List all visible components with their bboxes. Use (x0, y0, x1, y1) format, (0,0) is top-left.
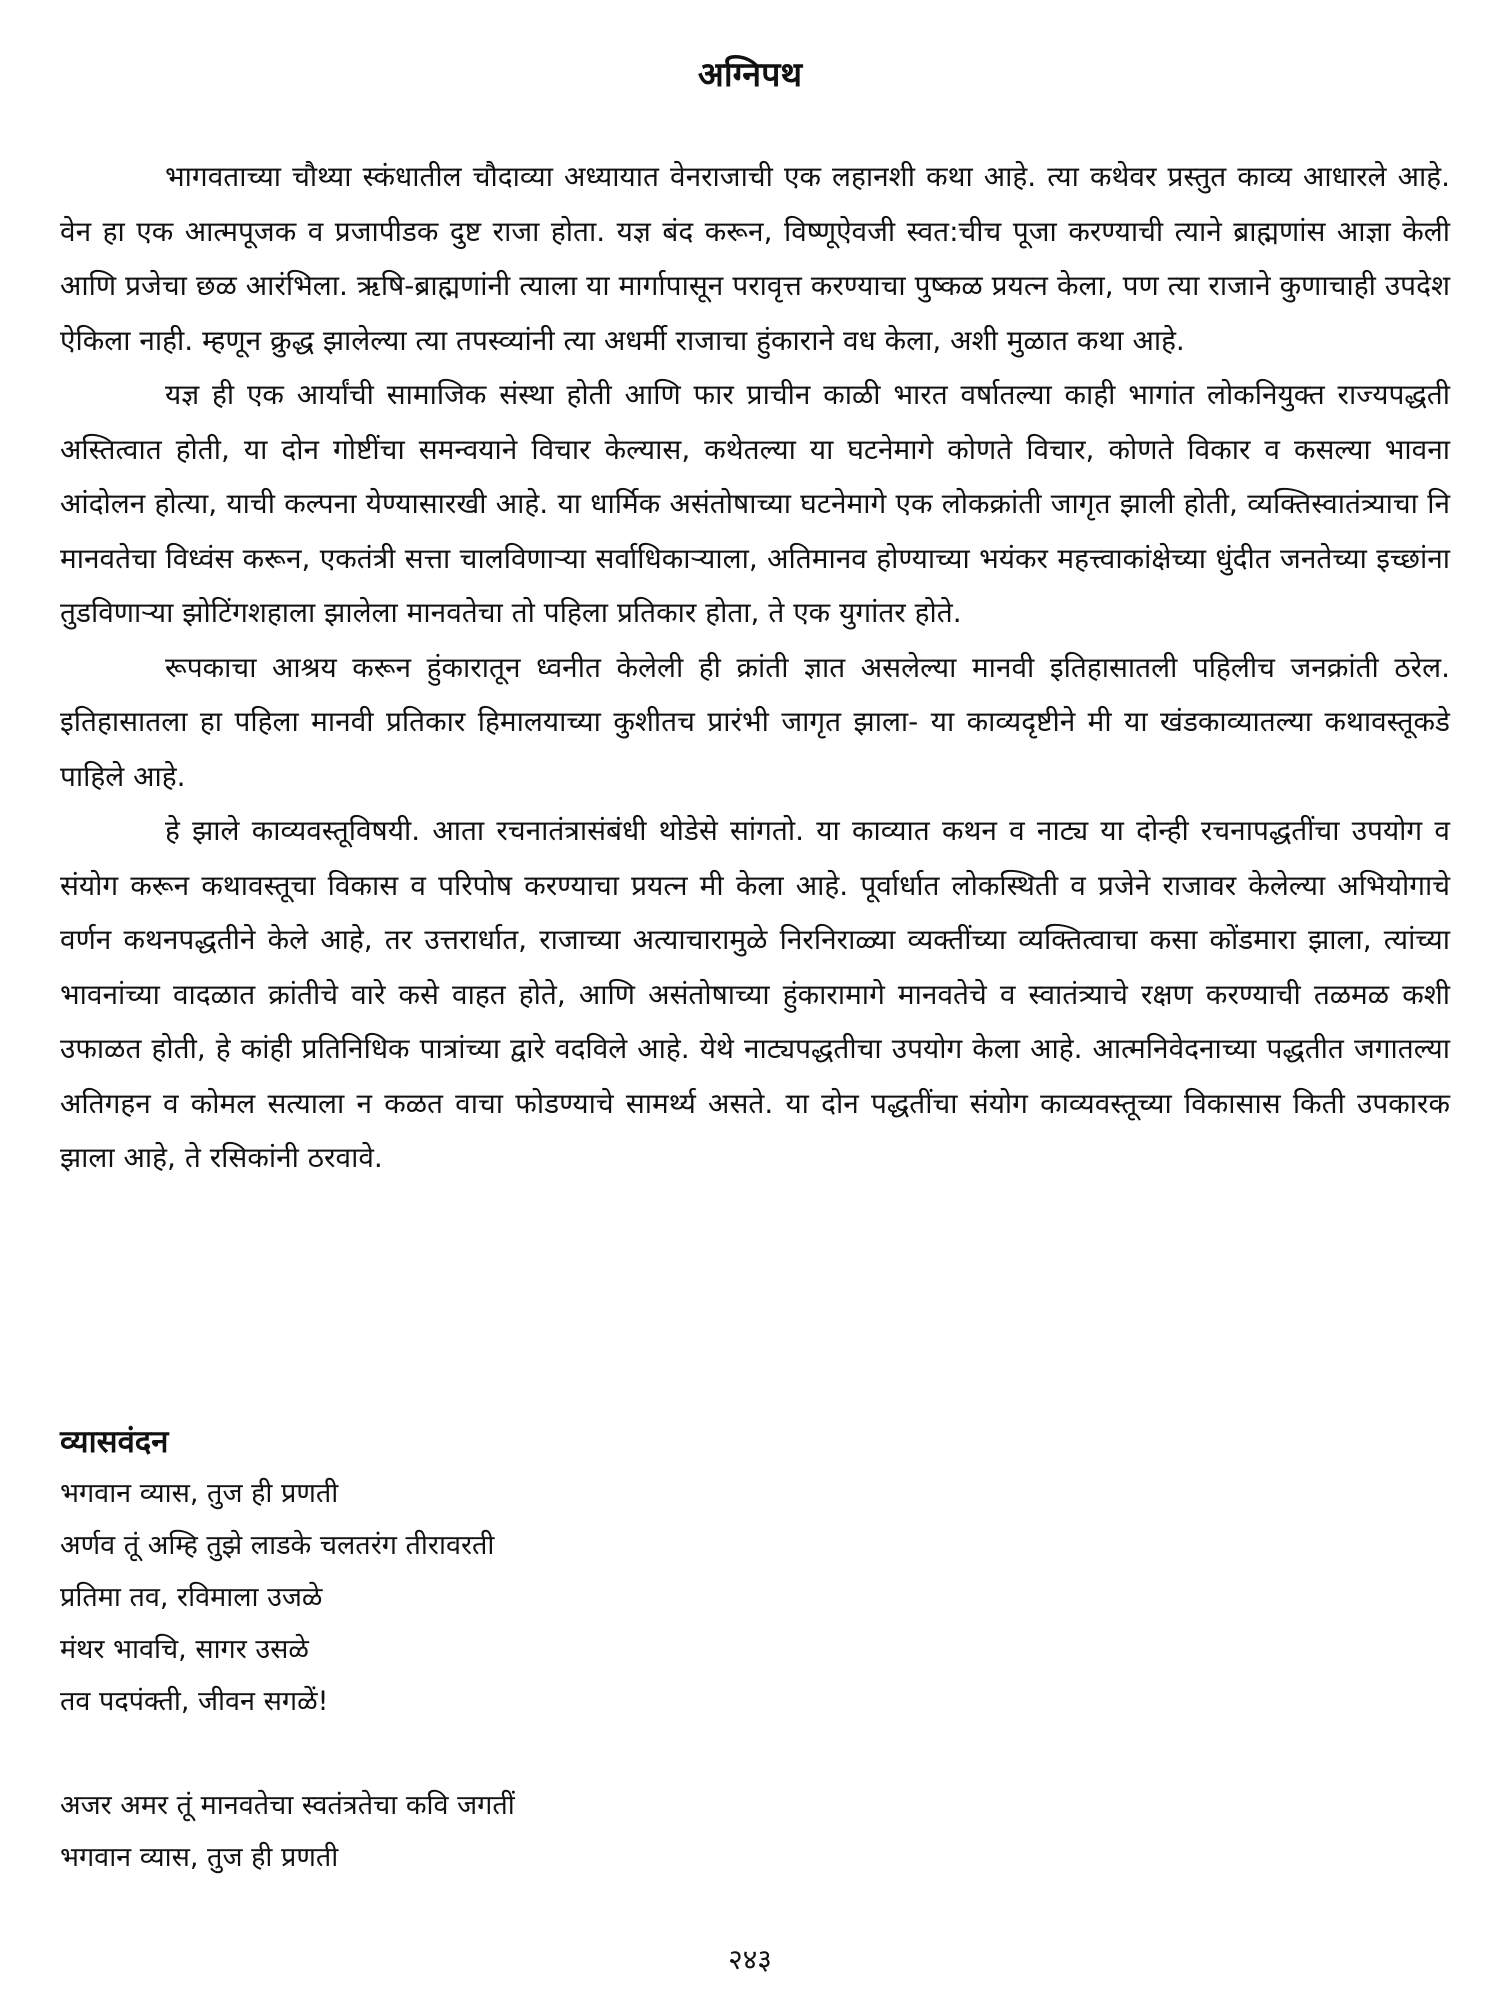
poem-line: अर्णव तूं अम्हि तुझे लाडके चलतरंग तीरावरती (60, 1530, 495, 1561)
paragraph-4: हे झाले काव्यवस्तूविषयी. आता रचनातंत्रासंबंधी थोडेसे सांगतो. या काव्यात कथन व नाट्य या दोन्ही रचनापद्धतींचा उपयोग व संयोग करून कथावस्तूचा विकास व परिपोष करण्याचा प्रयत्न मी केला आहे. पूर्वार्धात लोकस्थिती व प्रजेने राजावर केलेल्या अभियोगाचे वर्णन कथनपद्धतीने केले आहे, तर उत्तरार्धात, राजाच्या अत्याचारामुळे निरनिराळ्या व्यक्तींच्या व्यक्तित्वाचा कसा कोंडमारा झाला, त्यांच्या भावनांच्या वादळात क्रांतीचे वारे कसे वाहत होते, आणि असंतोषाच्या हुंकारामागे मानवतेचे व स्वातंत्र्याचे रक्षण करण्याची तळमळ कशी उफाळत होती, हे कांही प्रतिनिधिक पात्रांच्या द्वारे वदविले आहे. येथे नाट्यपद्धतीचा उपयोग केला आहे. आत्मनिवेदनाच्या पद्धतीत जगातल्या अतिगहन व कोमल सत्याला न कळत वाचा फोडण्याचे सामर्थ्य असते. या दोन पद्धतींचा संयोग काव्यवस्तूच्या विकासास किती उपकारक झाला आहे, ते रसिकांनी ठरवावे. (60, 814, 1450, 1174)
poem-stanza-1 (60, 1468, 1060, 1728)
poem-line: तव पदपंक्ती, जीवन सगळें! (60, 1686, 329, 1717)
page-title: अग्निपथ (697, 55, 803, 95)
prose-section (60, 150, 1450, 1186)
poem-line: अजर अमर तूं मानवतेचा स्वतंत्रतेचा कवि जगतीं (60, 1790, 515, 1821)
page-number: २४३ (728, 1943, 772, 1976)
poem (60, 1468, 1060, 1884)
poem-line: मंथर भावचि, सागर उसळे (60, 1634, 309, 1665)
poem-stanza-2 (60, 1780, 1060, 1884)
poem-line: प्रतिमा तव, रविमाला उजळे (60, 1582, 323, 1613)
poem-heading: व्यासवंदन (60, 1424, 169, 1460)
paragraph-3: रूपकाचा आश्रय करून हुंकारातून ध्वनीत केलेली ही क्रांती ज्ञात असलेल्या मानवी इतिहासातली पहिलीच जनक्रांती ठरेल. इतिहासातला हा पहिला मानवी प्रतिकार हिमालयाच्या कुशीतच प्रारंभी जागृत झाला- या काव्यदृष्टीने मी या खंडकाव्यातल्या कथावस्तूकडे पाहिले आहे. (60, 650, 1450, 793)
paragraph-2: यज्ञ ही एक आर्यांची सामाजिक संस्था होती आणि फार प्राचीन काळी भारत वर्षातल्या काही भागांत लोकनियुक्त राज्यपद्धती अस्तित्वात होती, या दोन गोष्टींचा समन्वयाने विचार केल्यास, कथेतल्या या घटनेमागे कोणते विचार, कोणते विकार व कसल्या भावना आंदोलन होत्या, याची कल्पना येण्यासारखी आहे. या धार्मिक असंतोषाच्या घटनेमागे एक लोकक्रांती जागृत झाली होती, व्यक्तिस्वातंत्र्याचा नि मानवतेचा विध्वंस करून, एकतंत्री सत्ता चालविणाऱ्या सर्वाधिकाऱ्याला, अतिमानव होण्याच्या भयंकर महत्त्वाकांक्षेच्या धुंदीत जनतेच्या इच्छांना तुडविणाऱ्या झोटिंगशहाला झालेला मानवतेचा तो पहिला प्रतिकार होता, ते एक युगांतर होते. (60, 378, 1450, 629)
poem-line: भगवान व्यास, तुज ही प्रणती (60, 1842, 339, 1873)
paragraph-1: भागवताच्या चौथ्या स्कंधातील चौदाव्या अध्यायात वेनराजाची एक लहानशी कथा आहे. त्या कथेवर प्रस्तुत काव्य आधारले आहे. वेन हा एक आत्मपूजक व प्रजापीडक दुष्ट राजा होता. यज्ञ बंद करून, विष्णूऐवजी स्वत:चीच पूजा करण्याची त्याने ब्राह्मणांस आज्ञा केली आणि प्रजेचा छळ आरंभिला. ऋषि-ब्राह्मणांनी त्याला या मार्गापासून परावृत्त करण्याचा पुष्कळ प्रयत्न केला, पण त्या राजाने कुणाचाही उपदेश ऐकिला नाही. म्हणून क्रुद्ध झालेल्या त्या तपस्व्यांनी त्या अधर्मी राजाचा हुंकाराने वध केला, अशी मुळात कथा आहे. (60, 160, 1450, 357)
poem-line: भगवान व्यास, तुज ही प्रणती (60, 1478, 339, 1509)
